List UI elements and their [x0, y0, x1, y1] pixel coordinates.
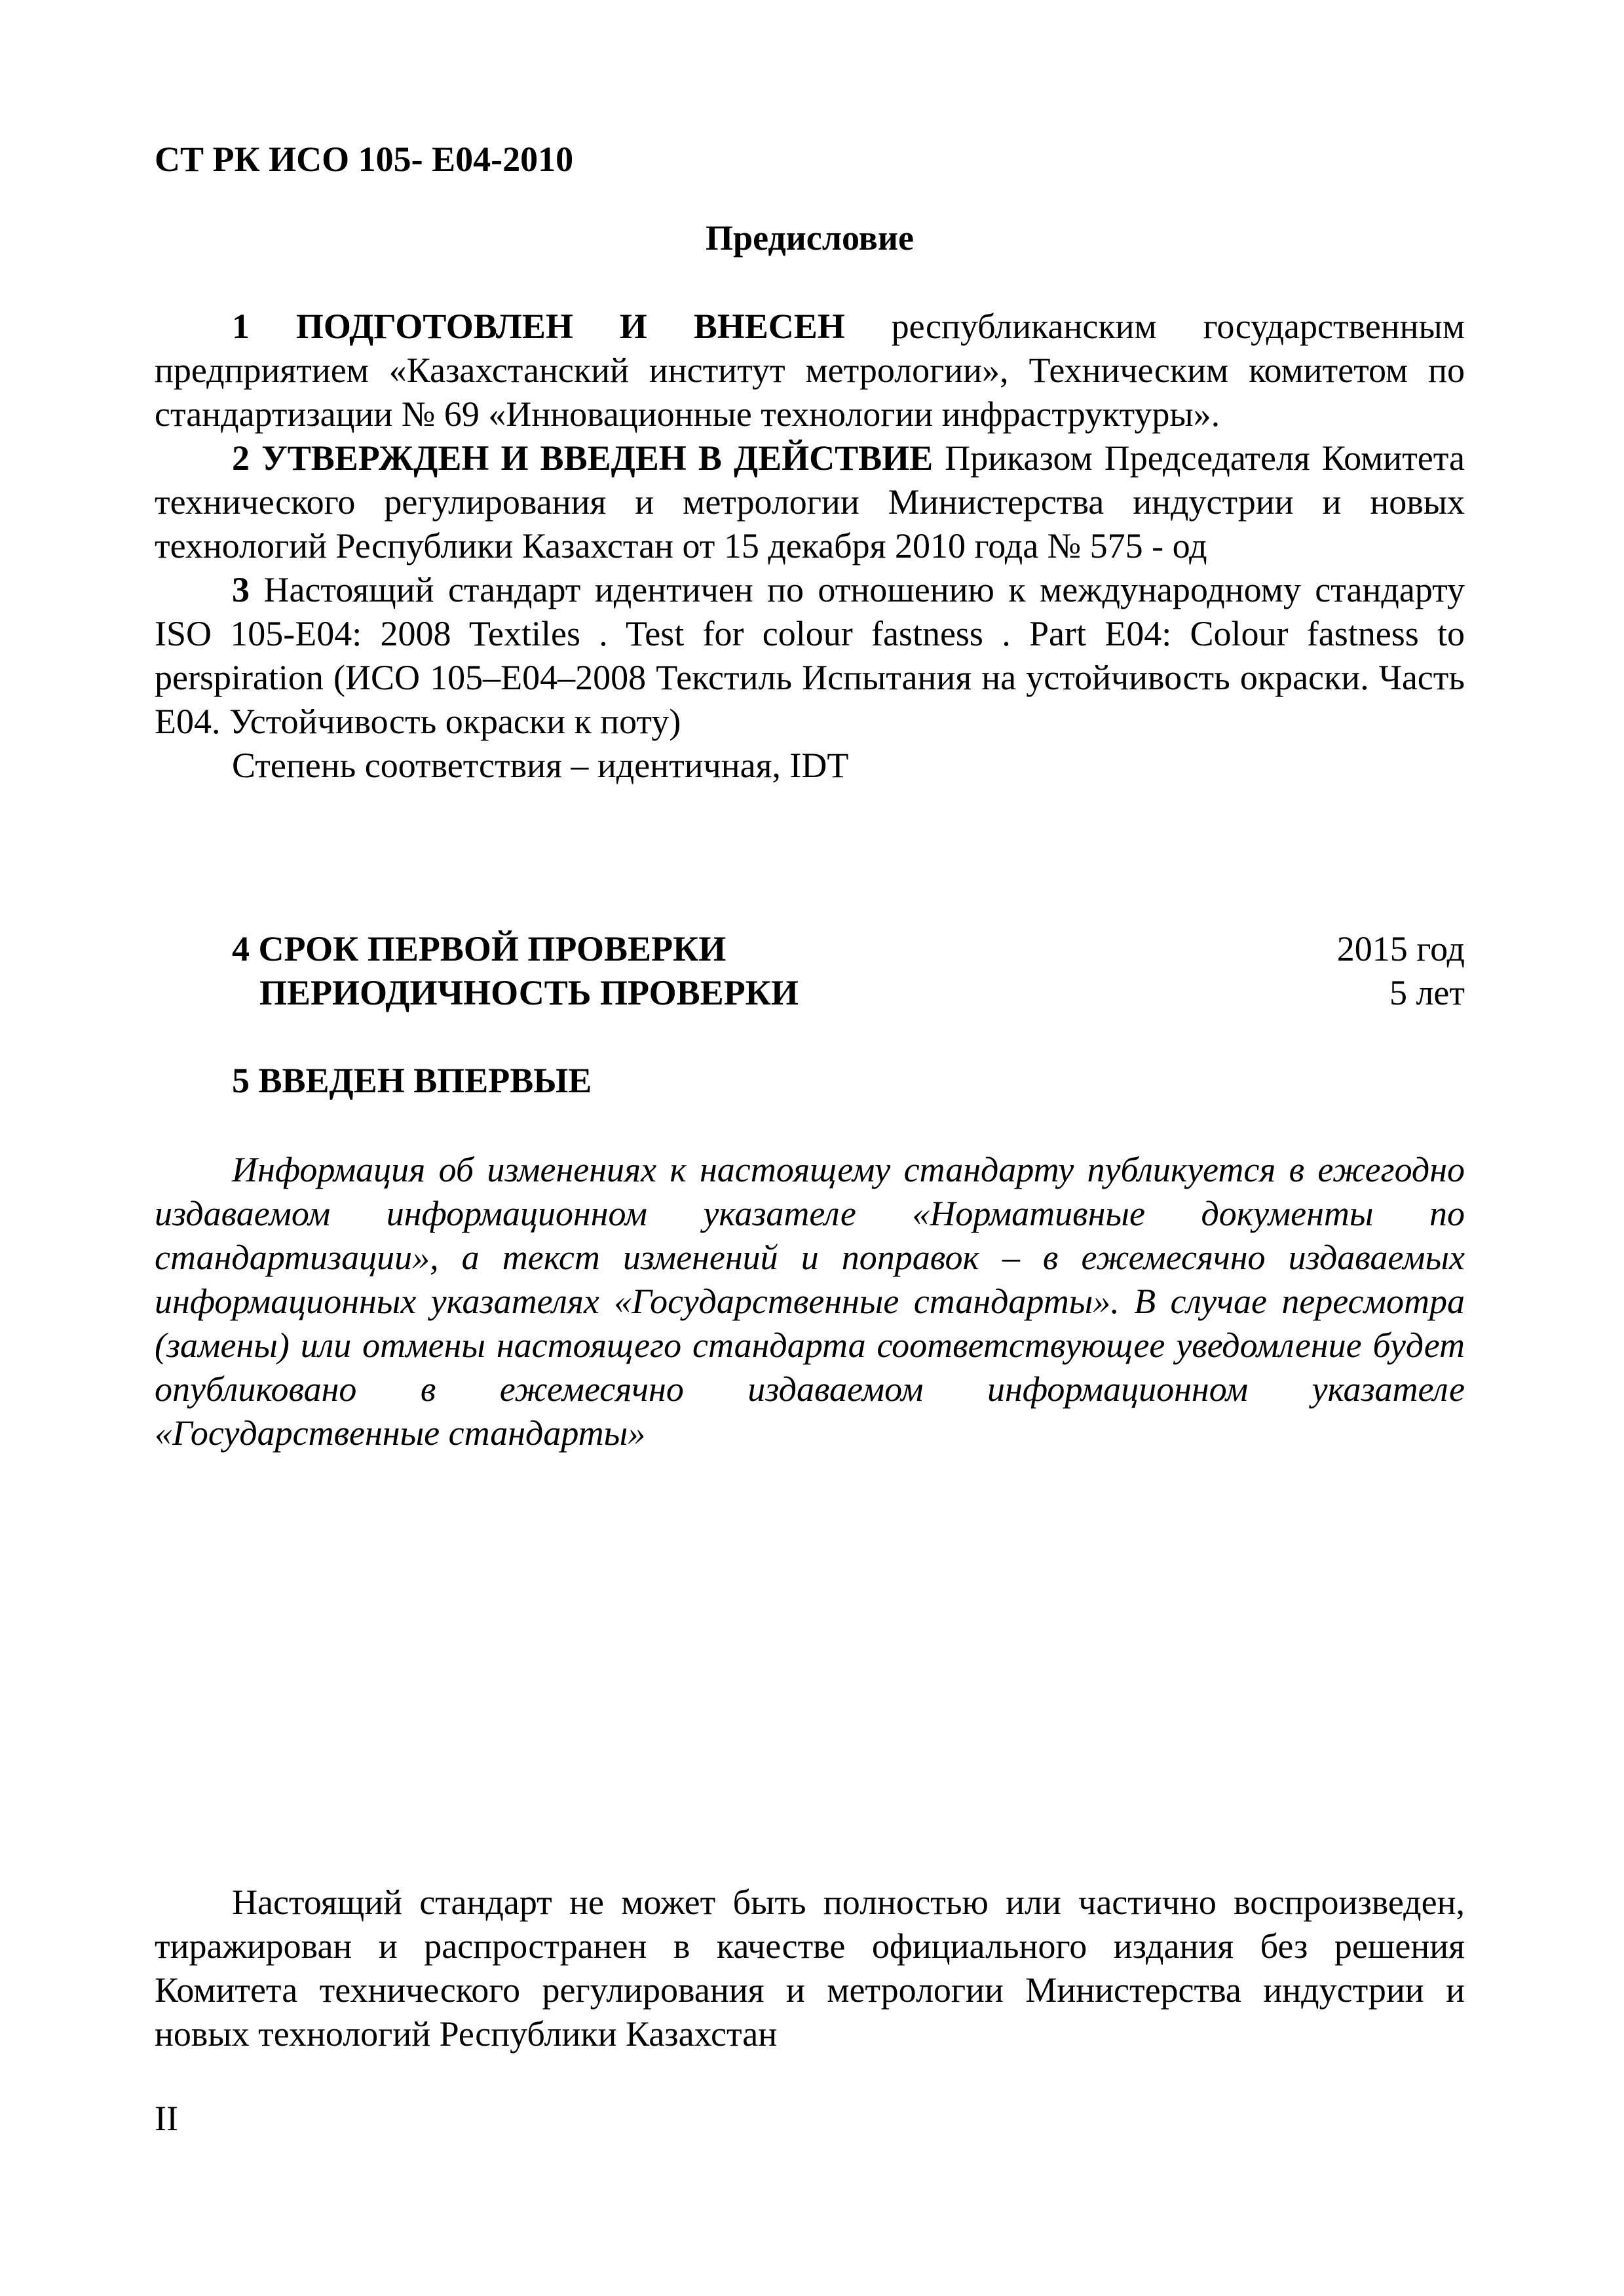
periodicity-row	[259, 971, 1465, 1015]
conformity-paragraph: Степень соответствия – идентичная, IDT	[232, 746, 849, 785]
info-notice-block	[155, 1148, 1465, 1455]
item-3-lead: 3	[232, 570, 250, 609]
first-check-row	[232, 927, 1465, 971]
document-code-header: СТ РК ИСО 105- Е04-2010	[155, 140, 574, 179]
page-number: II	[155, 2099, 178, 2138]
item-2-lead: 2 УТВЕРЖДЕН И ВВЕДЕН В ДЕЙСТВИЕ	[232, 438, 934, 478]
item-1-paragraph	[155, 305, 1465, 436]
item-1-text: республиканским государственным предприятием «Казахстанский институт метрологии», Техническим комитетом по стандартизации № 69 «Инновационные технологии инфраструктуры».	[155, 307, 1465, 434]
item-5-heading: 5 ВВЕДЕН ВПЕРВЫЕ	[232, 1061, 592, 1100]
item-3-paragraph	[155, 568, 1465, 744]
copyright-notice-block	[155, 1881, 1465, 2056]
item-2-text: Приказом Председателя Комитета технического регулирования и метрологии Министерства индустрии и новых технологий Республики Казахстан от 15 декабря 2010 года № 575 - од	[155, 438, 1465, 565]
first-check-value: 2015 год	[1336, 929, 1465, 968]
first-check-label: 4 СРОК ПЕРВОЙ ПРОВЕРКИ	[232, 929, 727, 968]
periodicity-label: ПЕРИОДИЧНОСТЬ ПРОВЕРКИ	[259, 973, 799, 1012]
periodicity-value: 5 лет	[1389, 973, 1465, 1012]
page-title: Предисловие	[706, 218, 914, 258]
item-1-lead: 1 ПОДГОТОВЛЕН И ВНЕСЕН	[232, 307, 845, 346]
foreword-items	[155, 305, 1465, 788]
copyright-notice-paragraph: Настоящий стандарт не может быть полностью или частично воспроизведен, тиражирован и распространен в качестве официального издания без решения Комитета технического регулирования и метрологии Министерства индустрии и новых технологий Республики Казахстан	[155, 1883, 1465, 2054]
item-2-paragraph	[155, 436, 1465, 568]
info-notice-paragraph: Информация об изменениях к настоящему стандарту публикуется в ежегодно издаваемом информационном указателе «Нормативные документы по стандартизации», а текст изменений и поправок – в ежемесячно издаваемых информационных указателях «Государственные стандарты». В случае пересмотра (замены) или отмены настоящего стандарта соответствующее уведомление будет опубликовано в ежемесячно издаваемом информационном указателе «Государственные стандарты»	[155, 1150, 1465, 1453]
item-3-text: Настоящий стандарт идентичен по отношению к международному стандарту ISO 105-E04: 2008 Textiles . Test for colour fastness . Part E04: Colour fastness to perspiration (ИСО 105–Е04–2008 Текстиль Испытания на устойчивость окраски. Часть Е04. Устойчивость окраски к поту)	[155, 570, 1465, 741]
